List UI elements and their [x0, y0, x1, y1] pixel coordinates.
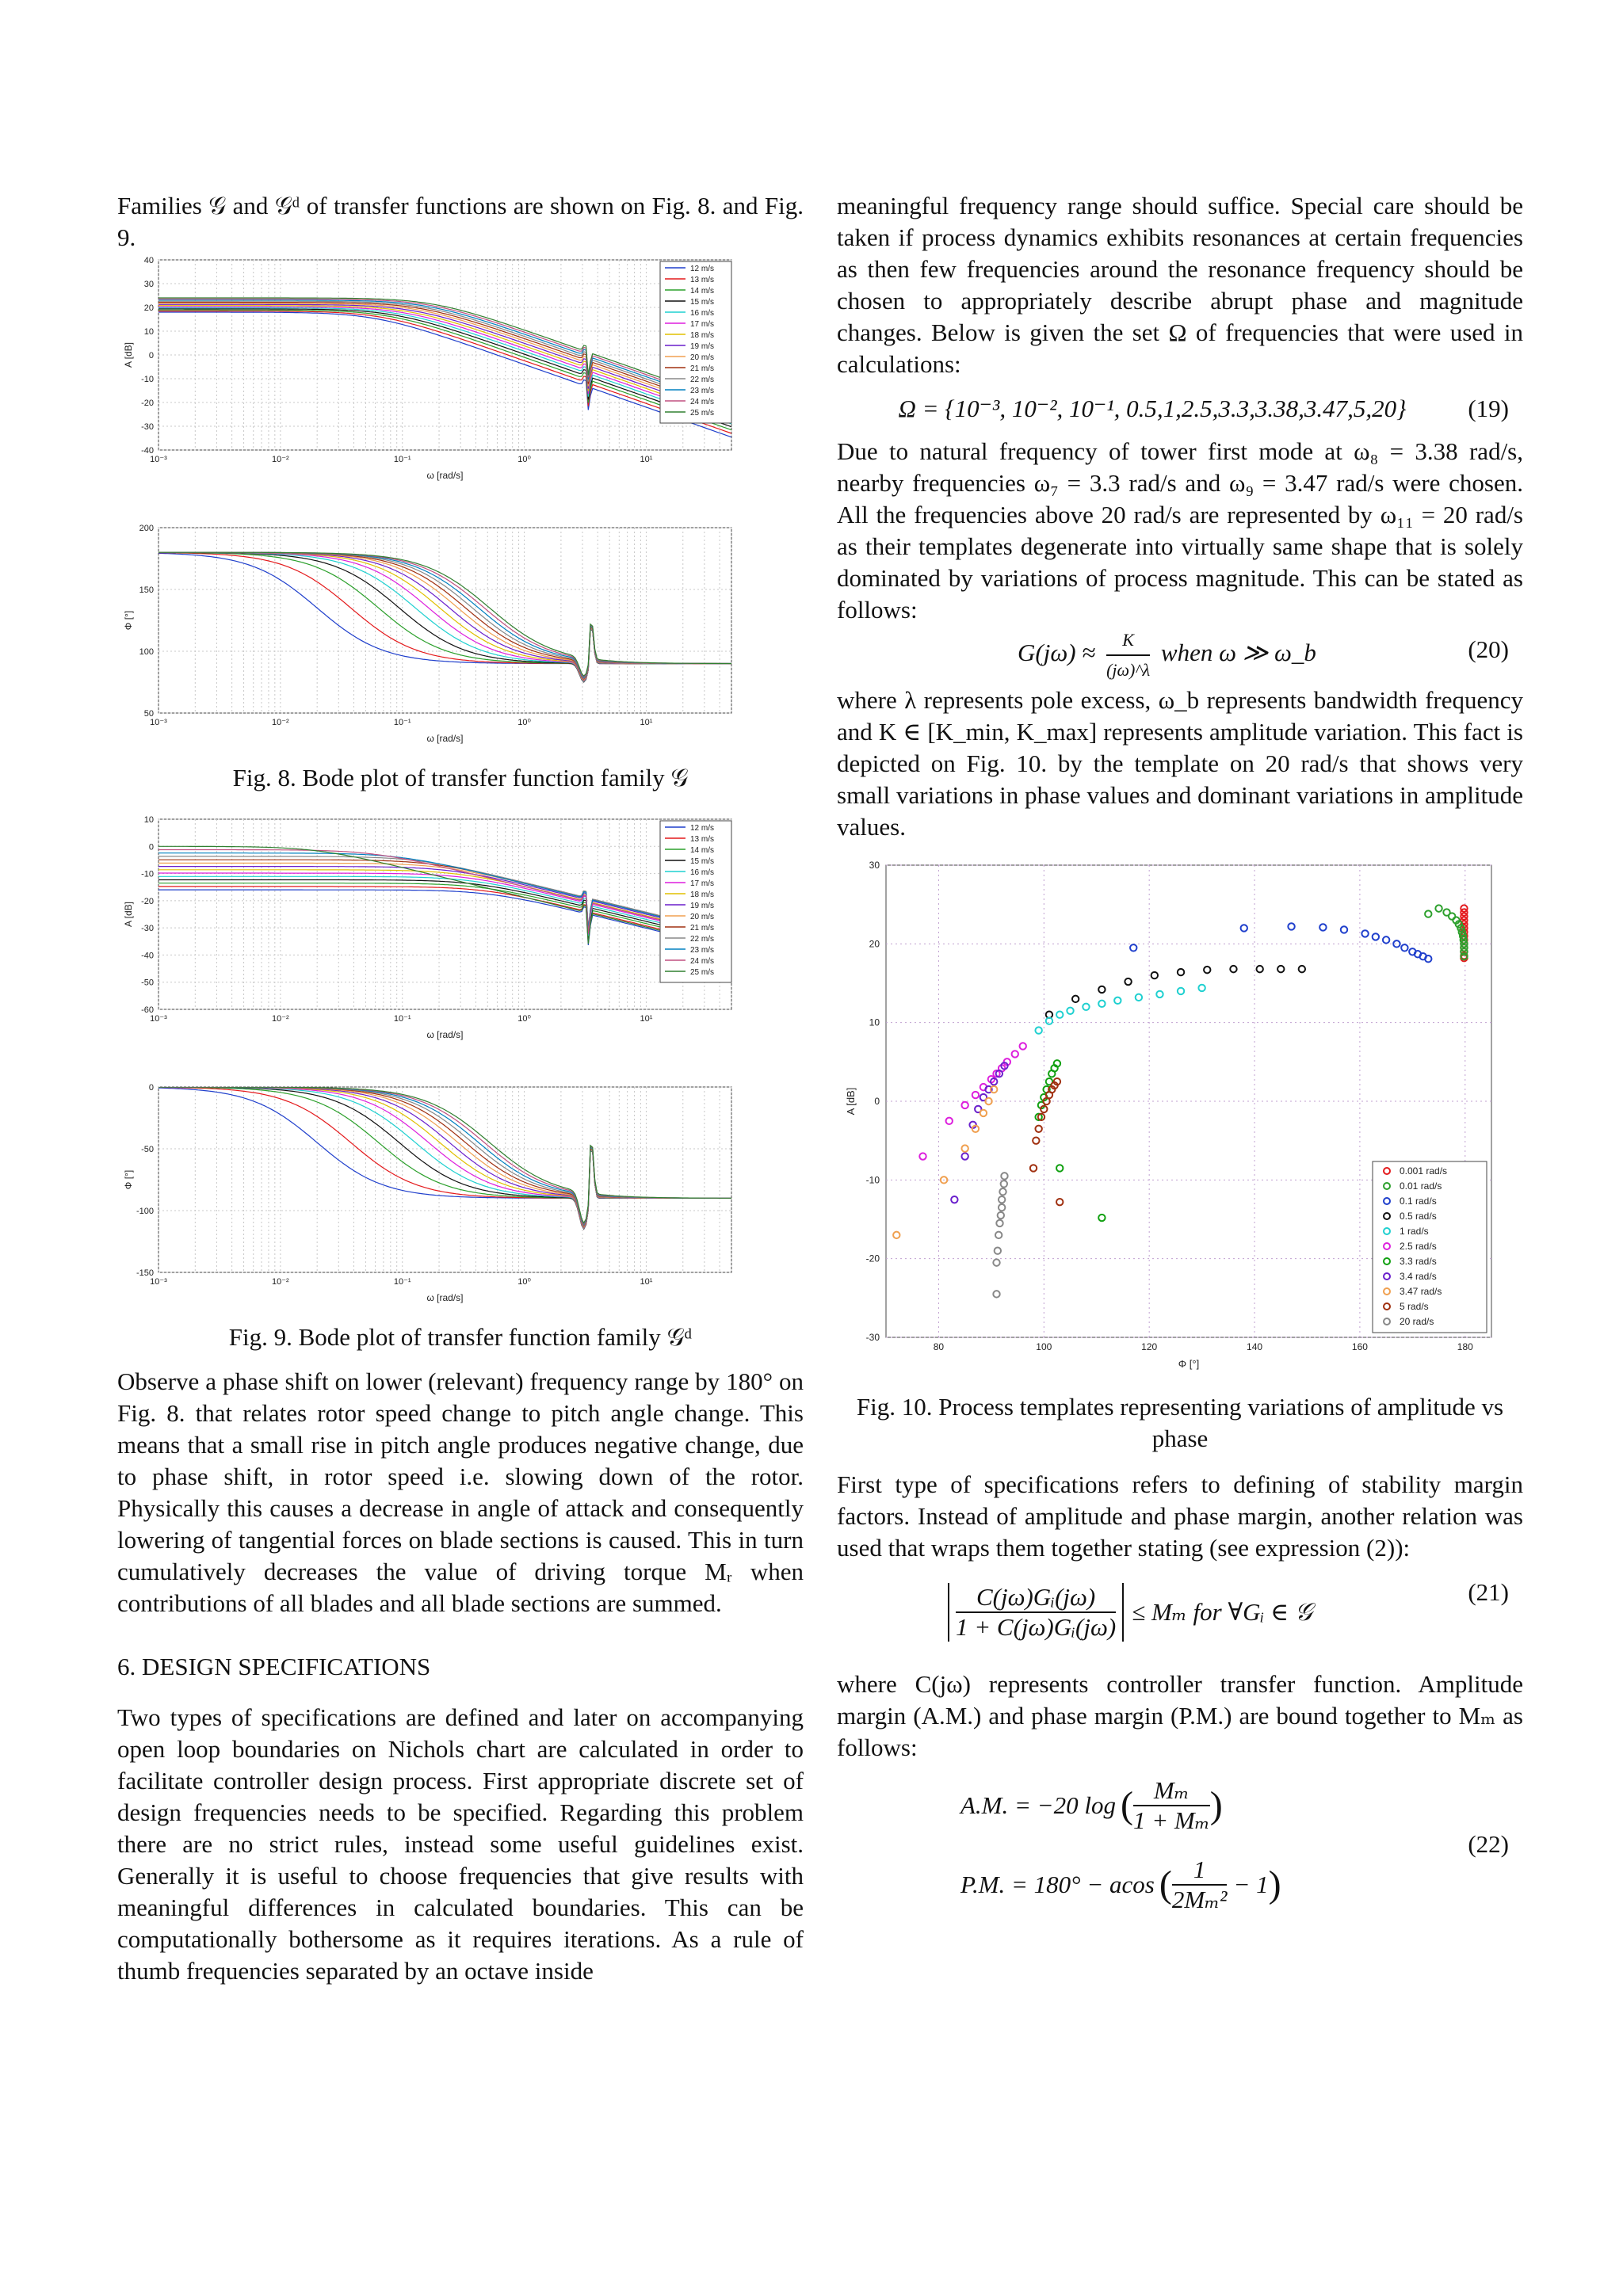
y-axis-label: Φ [°] [123, 610, 134, 631]
right-column [837, 190, 1523, 1935]
y-tick-label: -50 [141, 1145, 154, 1154]
y-tick-label: 10 [143, 815, 154, 825]
y-tick-label: 10 [143, 327, 154, 337]
fig8-phase-plot [117, 521, 804, 751]
legend-label: 24 m/s [690, 398, 715, 406]
left-column [117, 190, 804, 1987]
x-tick-label: 80 [933, 1341, 945, 1352]
x-tick-label: 10⁻¹ [393, 1014, 411, 1024]
legend-label: 0.001 rad/s [1400, 1165, 1448, 1177]
y-tick-label: -20 [141, 896, 154, 906]
frequency-paragraph: meaningful frequency range should suffice. Special care should be taken if process dynamics exhibits resonances at certain frequencies as then few frequencies around the resonance frequency should be chosen to appropriately describe abrupt phase and magnitude changes. Below is given the set Ω of frequencies that were used in calculations: [837, 192, 1523, 378]
y-axis-label: A [dB] [845, 1087, 857, 1116]
x-axis-label: ω [rad/s] [426, 470, 464, 481]
lambda-paragraph: where λ represents pole excess, ω_b represents bandwidth frequency and K ∈ [K_min, K_max] represents amplitude variation. This fact is depicted on Fig. 10. by the template on 20 rad/s that shows very small variations in phase values and dominant variations in amplitude values. [837, 686, 1523, 841]
x-tick-label: 10⁰ [517, 718, 531, 727]
legend-label: 23 m/s [690, 946, 715, 955]
legend-label: 15 m/s [690, 857, 715, 866]
eq20-number: (20) [1468, 635, 1509, 663]
equation-21 [837, 1577, 1523, 1664]
eq22a-numerator: Mₘ [1153, 1776, 1190, 1804]
y-tick-label: 20 [143, 303, 154, 313]
legend-label: 19 m/s [690, 342, 715, 351]
equation-19 [837, 390, 1523, 428]
legend-label: 19 m/s [690, 902, 715, 910]
legend-label: 15 m/s [690, 298, 715, 307]
tower-paragraph: Due to natural frequency of tower first mode at ω₈ = 3.38 rad/s, nearby frequencies ω₇ = 3.3 rad/s and ω₉ = 3.47 rad/s were chosen. All the frequencies above 20 rad/s are represented by ω₁₁ = 20 rad/s as their templates degenerate into virtually same shape that is solely dominated by variations of process magnitude. This can be stated as follows: [837, 437, 1523, 624]
x-tick-label: 10⁻³ [150, 1277, 167, 1287]
eq22-number: (22) [1468, 1830, 1509, 1858]
legend-label: 3.47 rad/s [1400, 1286, 1442, 1297]
y-tick-label: 40 [143, 256, 154, 265]
x-tick-label: 10⁰ [517, 1014, 531, 1024]
eq21-rhs: ≤ Mₘ for ∀Gᵢ ∈ 𝒢 [1132, 1598, 1312, 1626]
eq22b-tail: − 1 [1233, 1871, 1269, 1898]
eq20-lhs: G(jω) ≈ [1018, 639, 1096, 667]
legend-label: 18 m/s [690, 891, 715, 899]
y-axis-label: Φ [°] [123, 1169, 134, 1190]
eq20-rhs: when ω ≫ ω_b [1160, 639, 1316, 667]
legend-label: 20 m/s [690, 353, 715, 362]
x-tick-label: 140 [1247, 1341, 1263, 1352]
legend-label: 17 m/s [690, 879, 715, 888]
margin-paragraph: where C(jω) represents controller transfer function. Amplitude margin (A.M.) and phase margin (P.M.) are bound together to Mₘ as follows: [837, 1670, 1523, 1761]
x-tick-label: 10⁰ [517, 1277, 531, 1287]
legend-label: 5 rad/s [1400, 1301, 1429, 1312]
x-tick-label: 120 [1141, 1341, 1158, 1352]
y-tick-label: 150 [139, 585, 154, 595]
legend-label: 21 m/s [690, 364, 715, 373]
y-tick-label: -30 [141, 422, 154, 432]
eq19-body: Ω = {10⁻³, 10⁻², 10⁻¹, 0.5,1,2.5,3.3,3.38,3.47,5,20} [898, 395, 1407, 422]
legend-label: 24 m/s [690, 957, 715, 966]
x-tick-label: 10⁻³ [150, 455, 167, 464]
eq20-numerator: K [1122, 630, 1134, 650]
legend-label: 12 m/s [690, 265, 715, 273]
y-tick-label: 30 [143, 280, 154, 289]
y-tick-label: -60 [141, 1005, 154, 1015]
legend-label: 16 m/s [690, 309, 715, 318]
y-tick-label: 0 [148, 351, 154, 360]
eq21-denominator: 1 + C(jω)Gᵢ(jω) [956, 1613, 1117, 1641]
legend-label: 22 m/s [690, 376, 715, 384]
legend-label: 0.01 rad/s [1400, 1180, 1442, 1192]
legend-label: 22 m/s [690, 935, 715, 944]
legend-label: 14 m/s [690, 287, 715, 296]
x-tick-label: 10¹ [640, 1277, 653, 1287]
x-tick-label: 10⁻¹ [393, 1277, 411, 1287]
x-tick-label: 10⁻¹ [393, 455, 411, 464]
legend-label: 20 rad/s [1400, 1316, 1434, 1327]
legend-label: 13 m/s [690, 276, 715, 284]
x-tick-label: 10⁻² [272, 1277, 289, 1287]
y-tick-label: -20 [865, 1253, 880, 1264]
y-tick-label: -20 [141, 399, 154, 408]
x-tick-label: 10⁰ [517, 455, 531, 464]
y-tick-label: 30 [869, 860, 880, 871]
eq19-number: (19) [1468, 395, 1509, 422]
y-tick-label: 50 [143, 709, 154, 719]
equation-22: A.M. = −20 log ( $\frac{\text{Mₘ}}{\text{1 + Mₘ}}$ ) P.M. = 180° − acos ( $\frac{1}{\text{2Mₘ²}}$ − 1 ) (22) [960, 1776, 1509, 1913]
eq22b-numerator: 1 [1193, 1855, 1206, 1883]
fig10-template-plot [837, 854, 1523, 1377]
legend-label: 20 m/s [690, 913, 715, 921]
x-tick-label: 10¹ [640, 718, 653, 727]
y-tick-label: 100 [139, 647, 154, 657]
legend-label: 21 m/s [690, 924, 715, 933]
y-tick-label: -10 [141, 869, 154, 879]
legend-label: 25 m/s [690, 968, 715, 977]
y-tick-label: 0 [148, 1083, 154, 1093]
x-tick-label: 10⁻² [272, 455, 289, 464]
y-tick-label: -30 [865, 1332, 880, 1343]
eq21-number: (21) [1468, 1578, 1509, 1606]
x-tick-label: 10⁻³ [150, 1014, 167, 1024]
legend-label: 13 m/s [690, 835, 715, 844]
legend-label: 12 m/s [690, 824, 715, 833]
y-tick-label: 200 [139, 524, 154, 533]
legend-label: 3.4 rad/s [1400, 1271, 1437, 1282]
legend-label: 16 m/s [690, 868, 715, 877]
x-tick-label: 10⁻² [272, 718, 289, 727]
section-heading: 6. DESIGN SPECIFICATIONS [117, 1653, 431, 1680]
x-tick-label: 180 [1457, 1341, 1473, 1352]
y-axis-label: A [dB] [123, 901, 134, 928]
legend-label: 25 m/s [690, 409, 715, 418]
x-tick-label: 10⁻¹ [393, 718, 411, 727]
x-axis-label: ω [rad/s] [426, 1029, 464, 1040]
y-tick-label: -50 [141, 978, 154, 988]
x-tick-label: 100 [1036, 1341, 1052, 1352]
specs-paragraph: Two types of specifications are defined and later on accompanying open loop boundaries on Nichols chart are calculated in order to facilitate controller design process. First appropriate discrete set of design frequencies needs to be specified. Regarding this problem there are no strict rules, instead some useful guidelines exist. Generally it is useful to choose frequencies that give results with meaningful differences in calculated boundaries. This can be computationally bothersome as it requires iterations. As a rule of thumb frequencies separated by an octave inside [117, 1703, 804, 1985]
intro-paragraph: Families 𝒢 and 𝒢ᵈ of transfer functions are shown on Fig. 8. and Fig. 9. [117, 192, 804, 251]
first-type-paragraph: First type of specifications refers to defining of stability margin factors. Instead of amplitude and phase margin, another relation was used that wraps them together stating (see expression (2)): [837, 1470, 1523, 1562]
legend-label: 0.5 rad/s [1400, 1211, 1437, 1222]
y-tick-label: -100 [136, 1207, 154, 1216]
legend-label: 2.5 rad/s [1400, 1241, 1437, 1252]
x-tick-label: 10¹ [640, 455, 653, 464]
y-tick-label: -40 [141, 951, 154, 961]
legend-label: 18 m/s [690, 331, 715, 340]
y-tick-label: -30 [141, 924, 154, 934]
x-tick-label: 10⁻³ [150, 718, 167, 727]
eq22a-lhs: A.M. = −20 log [960, 1791, 1116, 1819]
fig9-phase-plot [117, 1081, 804, 1310]
x-tick-label: 160 [1351, 1341, 1368, 1352]
eq22b-lhs: P.M. = 180° − acos [960, 1871, 1155, 1898]
y-tick-label: 0 [874, 1096, 880, 1107]
x-axis-label: ω [rad/s] [426, 733, 464, 744]
y-axis-label: A [dB] [123, 341, 134, 368]
fig10-caption: Fig. 10. Process templates representing variations of amplitude vs phase [856, 1393, 1504, 1452]
eq22b-denominator: 2Mₘ² [1171, 1886, 1228, 1913]
fig9-amplitude-plot [117, 813, 804, 1047]
legend-label: 1 rad/s [1400, 1226, 1429, 1237]
x-axis-label: Φ [°] [1178, 1358, 1200, 1370]
plot-frame [158, 1087, 731, 1272]
legend-label: 23 m/s [690, 387, 715, 395]
legend-label: 0.1 rad/s [1400, 1196, 1437, 1207]
phase-shift-paragraph: Observe a phase shift on lower (relevant) frequency range by 180° on Fig. 8. that relates rotor speed change to pitch angle change. This means that a small rise in pitch angle produces negative change, due to phase shift, in rotor speed i.e. slowing down of the rotor. Physically this causes a decrease in angle of attack and consequently lowering of tangential forces on blade sections is caused. This in turn cumulatively decreases the value of driving torque Mᵣ when contributions of all blades and all blade sections are summed. [117, 1367, 804, 1617]
equation-20 [837, 626, 1523, 680]
y-tick-label: -150 [136, 1268, 154, 1278]
legend-label: 17 m/s [690, 320, 715, 329]
legend-label: 14 m/s [690, 846, 715, 855]
eq21-numerator: C(jω)Gᵢ(jω) [976, 1583, 1096, 1611]
fig9-caption: Fig. 9. Bode plot of transfer function family 𝒢ᵈ [228, 1323, 693, 1351]
eq22a-denominator: 1 + Mₘ [1132, 1806, 1210, 1834]
y-tick-label: -10 [865, 1174, 880, 1186]
eq20-denominator: (jω)^λ [1106, 654, 1150, 685]
y-tick-label: 10 [869, 1016, 880, 1028]
y-tick-label: -40 [141, 446, 154, 456]
y-tick-label: 20 [869, 938, 880, 950]
y-tick-label: 0 [148, 842, 154, 852]
x-tick-label: 10¹ [640, 1014, 653, 1024]
plot-frame [158, 528, 731, 713]
fig8-caption: Fig. 8. Bode plot of transfer function family 𝒢 [232, 764, 689, 791]
x-tick-label: 10⁻² [272, 1014, 289, 1024]
y-tick-label: -10 [141, 375, 154, 384]
fig8-amplitude-plot [117, 254, 804, 488]
legend-label: 3.3 rad/s [1400, 1256, 1437, 1267]
x-axis-label: ω [rad/s] [426, 1292, 464, 1303]
